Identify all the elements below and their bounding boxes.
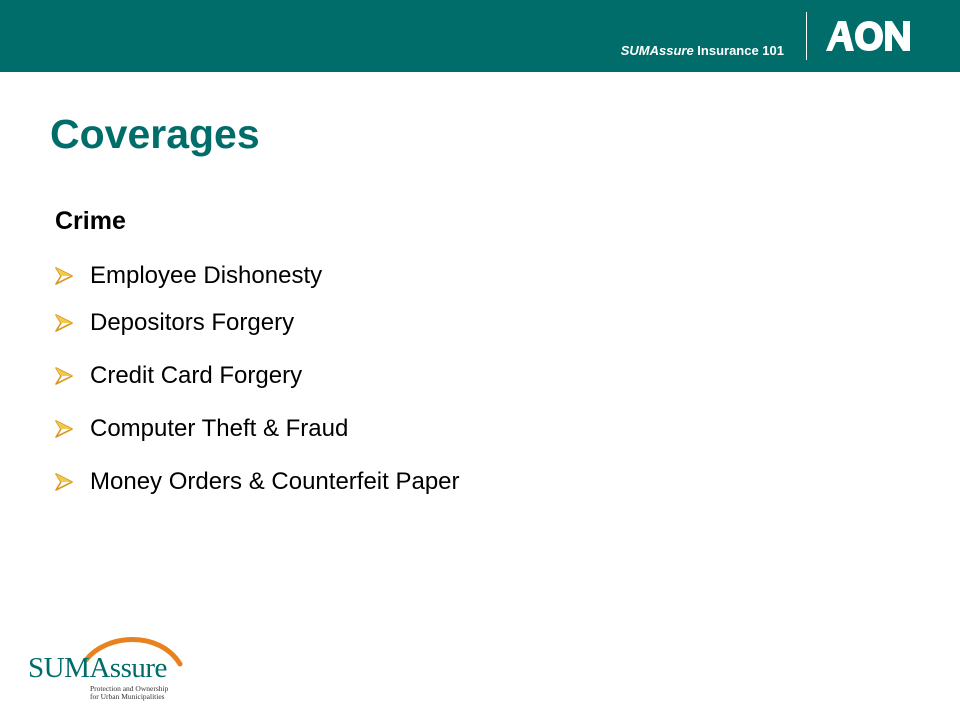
header-subtitle (621, 43, 784, 58)
arrow-bullet-icon (55, 367, 73, 385)
header-brand: SUMAssure (620, 43, 694, 58)
list-item-label: Computer Theft & Fraud (90, 414, 349, 442)
aon-logo (824, 18, 912, 54)
arrow-bullet-icon (55, 267, 73, 285)
list-item-label: Employee Dishonesty (90, 262, 323, 289)
aon-logo-a (826, 21, 854, 51)
header-divider (806, 12, 807, 60)
list-item (55, 296, 460, 349)
aon-logo-n (885, 21, 910, 51)
arrow-bullet-icon (55, 420, 73, 438)
list-item (55, 402, 460, 455)
aon-logo-o (855, 21, 883, 51)
arrow-bullet-icon (55, 314, 73, 332)
sumassure-logo-text: SUMAssure (28, 652, 167, 684)
sumassure-logo-tagline (90, 685, 168, 701)
page-title: Coverages (50, 111, 260, 157)
list-item (55, 455, 460, 508)
list-item (55, 349, 460, 402)
section-heading: Crime (55, 207, 126, 235)
list-item-label: Depositors Forgery (90, 308, 295, 336)
list-item-label: Money Orders & Counterfeit Paper (90, 467, 460, 495)
coverage-list (55, 256, 460, 508)
tagline-line-2: for Urban Municipalities (90, 692, 165, 701)
tagline-line-1: Protection and Ownership (90, 684, 169, 693)
arrow-bullet-icon (55, 473, 73, 491)
list-item-label: Credit Card Forgery (90, 361, 303, 389)
header-band (0, 0, 960, 72)
header-subtitle-rest: Insurance 101 (693, 43, 784, 58)
list-item (55, 256, 460, 296)
